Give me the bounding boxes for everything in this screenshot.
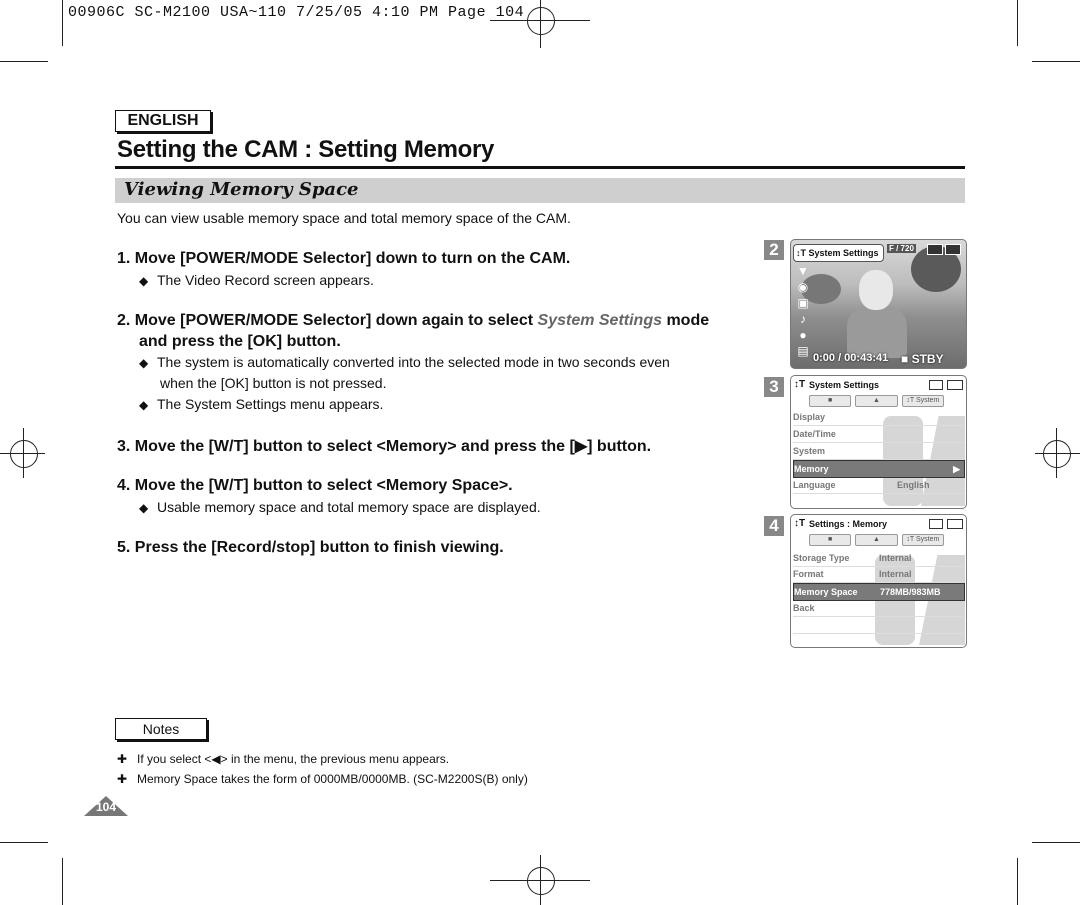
note-1: [117, 752, 449, 766]
step-1: 1. Move [POWER/MODE Selector] down to turn on the CAM.: [117, 250, 571, 267]
settings-icon: ↕T: [794, 379, 806, 390]
menu-item-value: Internal: [879, 553, 912, 563]
menu-item-language[interactable]: [793, 477, 963, 494]
memory-icon: [929, 380, 943, 390]
screen-system-settings: [790, 375, 967, 509]
menu-title: System Settings: [809, 380, 880, 390]
menu-item-empty: [793, 617, 963, 634]
step-5: 5. Press the [Record/stop] button to finish viewing.: [117, 539, 504, 556]
note-text: Memory Space takes the form of 0000MB/0000MB. (SC-M2200S(B) only): [137, 772, 528, 786]
menu-item-label: Format: [793, 569, 824, 579]
bullet-text: The Video Record screen appears.: [157, 272, 374, 288]
step-2-bullet-1: [139, 354, 670, 370]
note-text: If you select <◀> in the menu, the previous menu appears.: [137, 752, 450, 766]
step-2-bullet-2: [139, 396, 383, 412]
language-tab: ENGLISH: [115, 110, 211, 132]
screen-number-3: 3: [764, 377, 784, 397]
step-2-bullet-1-cont: when the [OK] button is not pressed.: [160, 375, 387, 391]
screen-video-record: [790, 239, 967, 369]
bullet-text: Usable memory space and total memory space are displayed.: [157, 499, 541, 515]
step-4: 4. Move the [W/T] button to select <Memory Space>.: [117, 477, 513, 494]
memory-space-value: 778MB/983MB: [880, 587, 941, 597]
status-text: STBY: [911, 352, 944, 366]
step-2-text-a: 2. Move [POWER/MODE Selector] down again to select: [117, 312, 538, 329]
menu-item-memory-space[interactable]: [793, 583, 965, 601]
note-2: [117, 772, 528, 786]
diamond-bullet-icon: ◆: [139, 501, 149, 515]
menu-item-value: Internal: [879, 569, 912, 579]
tab-photo[interactable]: ▲: [855, 534, 897, 546]
menu-item-label: Storage Type: [793, 553, 850, 563]
tab-video[interactable]: ■: [809, 534, 851, 546]
menu-item-storage-type[interactable]: [793, 550, 963, 567]
menu-tabs: [809, 395, 944, 407]
resolution-badge: F / 720: [889, 244, 914, 253]
settings-icon: ↕T: [796, 248, 809, 258]
menu-item-label: Memory Space: [794, 587, 858, 597]
menu-header: [791, 515, 966, 533]
child-body-shape: [847, 306, 907, 358]
memory-icon: [927, 244, 943, 255]
cross-bullet-icon: ✚: [117, 772, 128, 786]
menu-tabs: [809, 534, 944, 546]
menu-item-system[interactable]: System: [793, 443, 963, 460]
print-header: 00906C SC-M2100 USA~110 7/25/05 4:10 PM Page 104: [68, 4, 525, 21]
menu-title: Settings : Memory: [809, 519, 888, 529]
tab-video[interactable]: ■: [809, 395, 851, 407]
section-title: Viewing Memory Space: [124, 179, 359, 200]
battery-icon: [945, 244, 961, 255]
menu-header: [791, 376, 966, 394]
battery-icon: [947, 519, 963, 529]
step-1-bullet-1: [139, 272, 374, 288]
step-2-text-b: mode: [662, 312, 710, 329]
tab-system[interactable]: ↕T System: [902, 395, 944, 407]
video-camera-icon: ◉: [797, 280, 809, 294]
label-text: System Settings: [808, 248, 879, 258]
menu-item-label: Back: [793, 603, 815, 613]
menu-item-display[interactable]: Display: [793, 409, 963, 426]
menu-item-date-time[interactable]: Date/Time: [793, 426, 963, 443]
diamond-bullet-icon: ◆: [139, 274, 149, 288]
menu-item-format[interactable]: [793, 566, 963, 583]
camera-icon: ▣: [797, 296, 809, 310]
title-rule: [115, 166, 965, 169]
file-icon: ▤: [797, 344, 809, 358]
play-arrow-icon: ▶: [953, 464, 960, 474]
page-number: 104: [95, 800, 117, 814]
menu-item-back[interactable]: [793, 600, 963, 617]
screen-settings-memory: [790, 514, 967, 648]
step-2-highlight: System Settings: [537, 312, 662, 329]
page-title: Setting the CAM : Setting Memory: [117, 136, 495, 163]
menu-item-label: Memory: [794, 464, 829, 474]
diamond-bullet-icon: ◆: [139, 356, 149, 370]
screen-number-2: 2: [764, 240, 784, 260]
memory-icon: [929, 519, 943, 529]
intro-text: You can view usable memory space and total memory space of the CAM.: [117, 210, 571, 226]
standby-status: [901, 352, 944, 366]
step-3: 3. Move the [W/T] button to select <Memory> and press the [▶] button.: [117, 438, 652, 455]
battery-icon: [947, 380, 963, 390]
mode-icons: [794, 264, 812, 360]
language-value: English: [897, 480, 930, 490]
cross-bullet-icon: ✚: [117, 752, 128, 766]
microphone-icon: ●: [799, 328, 807, 342]
child-head-shape: [859, 270, 893, 310]
notes-label: Notes: [115, 718, 207, 740]
screen-number-4: 4: [764, 516, 784, 536]
down-arrow-icon: ▼: [797, 264, 809, 278]
bullet-text: The system is automatically converted into the selected mode in two seconds even: [157, 354, 670, 370]
step-2: [117, 312, 709, 330]
system-settings-label: [793, 244, 884, 262]
tab-system[interactable]: ↕T System: [902, 534, 944, 546]
bullet-text: The System Settings menu appears.: [157, 396, 384, 412]
music-note-icon: ♪: [800, 312, 806, 326]
timecode: 0:00 / 00:43:41: [813, 352, 889, 364]
menu-item-label: Language: [793, 480, 836, 490]
stop-icon: ■: [901, 352, 912, 366]
step-2-line-2: and press the [OK] button.: [139, 333, 341, 350]
diamond-bullet-icon: ◆: [139, 398, 149, 412]
menu-item-memory[interactable]: [793, 460, 965, 478]
step-4-bullet-1: [139, 499, 541, 515]
settings-icon: ↕T: [794, 518, 806, 529]
tab-photo[interactable]: ▲: [855, 395, 897, 407]
